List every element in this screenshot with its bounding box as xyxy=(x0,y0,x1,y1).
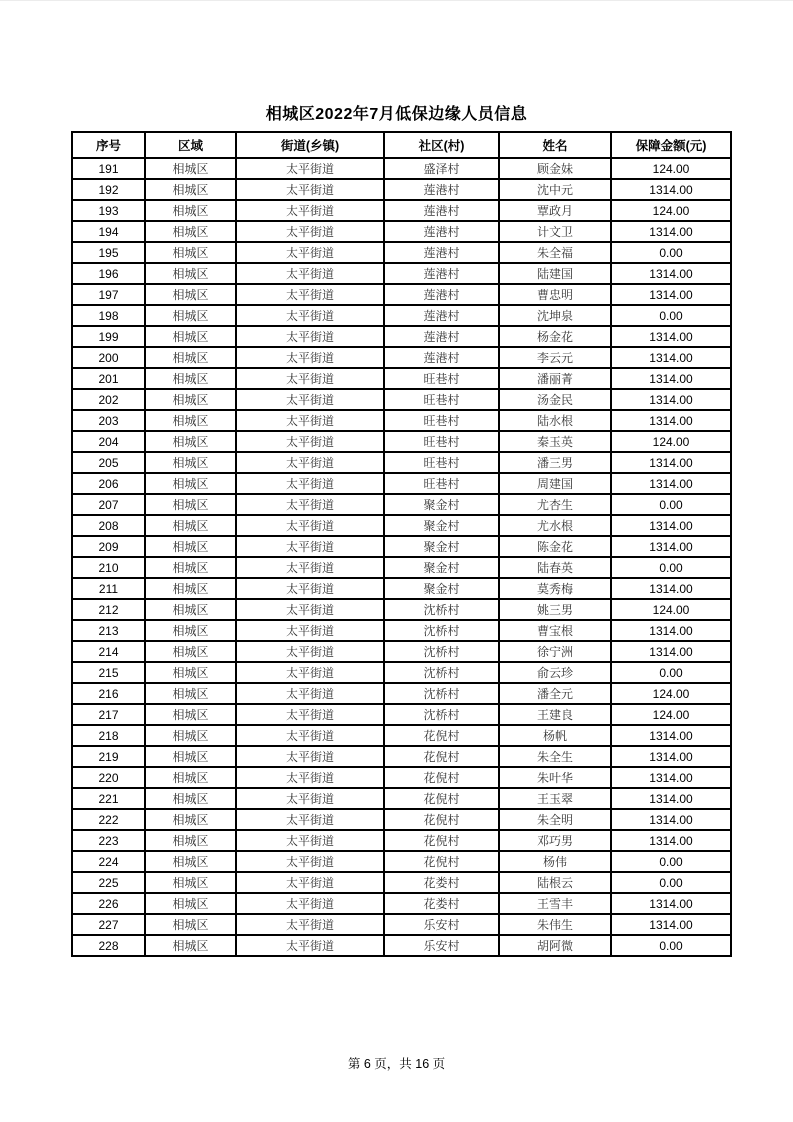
table-row xyxy=(72,683,731,704)
cell-name: 杨帆 xyxy=(499,725,611,746)
cell-name: 周建国 xyxy=(499,473,611,494)
cell-region: 相城区 xyxy=(145,872,236,893)
cell-region: 相城区 xyxy=(145,284,236,305)
table-row xyxy=(72,578,731,599)
cell-street: 太平街道 xyxy=(236,221,384,242)
cell-street: 太平街道 xyxy=(236,809,384,830)
cell-amount: 1314.00 xyxy=(611,767,731,788)
cell-amount: 1314.00 xyxy=(611,179,731,200)
cell-street: 太平街道 xyxy=(236,242,384,263)
cell-name: 覃政月 xyxy=(499,200,611,221)
cell-amount: 1314.00 xyxy=(611,326,731,347)
cell-amount: 1314.00 xyxy=(611,221,731,242)
cell-name: 王玉翠 xyxy=(499,788,611,809)
cell-name: 朱全生 xyxy=(499,746,611,767)
cell-street: 太平街道 xyxy=(236,494,384,515)
table-row xyxy=(72,263,731,284)
cell-name: 姚三男 xyxy=(499,599,611,620)
cell-street: 太平街道 xyxy=(236,473,384,494)
table-row xyxy=(72,914,731,935)
cell-street: 太平街道 xyxy=(236,410,384,431)
cell-amount: 1314.00 xyxy=(611,725,731,746)
cell-amount: 124.00 xyxy=(611,200,731,221)
cell-village: 花倪村 xyxy=(384,725,499,746)
cell-seq: 209 xyxy=(72,536,145,557)
cell-amount: 1314.00 xyxy=(611,830,731,851)
cell-amount: 0.00 xyxy=(611,242,731,263)
cell-amount: 0.00 xyxy=(611,662,731,683)
table-row xyxy=(72,431,731,452)
cell-name: 莫秀梅 xyxy=(499,578,611,599)
cell-name: 邓巧男 xyxy=(499,830,611,851)
cell-name: 俞云珍 xyxy=(499,662,611,683)
cell-region: 相城区 xyxy=(145,158,236,179)
cell-amount: 0.00 xyxy=(611,557,731,578)
cell-amount: 0.00 xyxy=(611,851,731,872)
cell-name: 王建良 xyxy=(499,704,611,725)
cell-seq: 207 xyxy=(72,494,145,515)
cell-region: 相城区 xyxy=(145,809,236,830)
cell-village: 聚金村 xyxy=(384,578,499,599)
cell-region: 相城区 xyxy=(145,431,236,452)
cell-seq: 224 xyxy=(72,851,145,872)
cell-region: 相城区 xyxy=(145,368,236,389)
cell-region: 相城区 xyxy=(145,578,236,599)
cell-village: 莲港村 xyxy=(384,179,499,200)
cell-region: 相城区 xyxy=(145,767,236,788)
cell-street: 太平街道 xyxy=(236,431,384,452)
cell-street: 太平街道 xyxy=(236,704,384,725)
table-row xyxy=(72,284,731,305)
cell-village: 花倪村 xyxy=(384,851,499,872)
cell-street: 太平街道 xyxy=(236,767,384,788)
cell-seq: 203 xyxy=(72,410,145,431)
cell-village: 沈桥村 xyxy=(384,704,499,725)
cell-village: 莲港村 xyxy=(384,263,499,284)
table-row xyxy=(72,662,731,683)
cell-region: 相城区 xyxy=(145,326,236,347)
cell-region: 相城区 xyxy=(145,200,236,221)
cell-street: 太平街道 xyxy=(236,725,384,746)
cell-seq: 228 xyxy=(72,935,145,956)
cell-name: 陆建国 xyxy=(499,263,611,284)
cell-seq: 204 xyxy=(72,431,145,452)
cell-village: 旺巷村 xyxy=(384,368,499,389)
cell-name: 杨伟 xyxy=(499,851,611,872)
cell-amount: 1314.00 xyxy=(611,368,731,389)
cell-seq: 221 xyxy=(72,788,145,809)
cell-region: 相城区 xyxy=(145,851,236,872)
cell-village: 花倪村 xyxy=(384,809,499,830)
cell-street: 太平街道 xyxy=(236,200,384,221)
cell-amount: 1314.00 xyxy=(611,788,731,809)
column-header-seq: 序号 xyxy=(72,132,145,158)
column-header-name: 姓名 xyxy=(499,132,611,158)
cell-name: 李云元 xyxy=(499,347,611,368)
cell-street: 太平街道 xyxy=(236,305,384,326)
cell-amount: 1314.00 xyxy=(611,620,731,641)
cell-street: 太平街道 xyxy=(236,389,384,410)
table-row xyxy=(72,788,731,809)
cell-seq: 225 xyxy=(72,872,145,893)
cell-region: 相城区 xyxy=(145,221,236,242)
table-row xyxy=(72,326,731,347)
table-row xyxy=(72,620,731,641)
cell-amount: 0.00 xyxy=(611,305,731,326)
cell-street: 太平街道 xyxy=(236,683,384,704)
cell-village: 花倪村 xyxy=(384,767,499,788)
cell-seq: 223 xyxy=(72,830,145,851)
cell-amount: 1314.00 xyxy=(611,809,731,830)
cell-seq: 218 xyxy=(72,725,145,746)
cell-name: 汤金民 xyxy=(499,389,611,410)
cell-region: 相城区 xyxy=(145,179,236,200)
cell-amount: 1314.00 xyxy=(611,284,731,305)
cell-name: 朱全明 xyxy=(499,809,611,830)
cell-street: 太平街道 xyxy=(236,263,384,284)
cell-village: 莲港村 xyxy=(384,305,499,326)
cell-name: 沈坤泉 xyxy=(499,305,611,326)
cell-street: 太平街道 xyxy=(236,662,384,683)
cell-name: 顾金妹 xyxy=(499,158,611,179)
cell-village: 沈桥村 xyxy=(384,620,499,641)
cell-name: 陆根云 xyxy=(499,872,611,893)
cell-street: 太平街道 xyxy=(236,326,384,347)
cell-village: 莲港村 xyxy=(384,242,499,263)
cell-village: 莲港村 xyxy=(384,284,499,305)
cell-name: 尤水根 xyxy=(499,515,611,536)
table-row xyxy=(72,809,731,830)
cell-village: 花倪村 xyxy=(384,788,499,809)
cell-name: 朱叶华 xyxy=(499,767,611,788)
cell-village: 莲港村 xyxy=(384,326,499,347)
cell-region: 相城区 xyxy=(145,914,236,935)
cell-seq: 196 xyxy=(72,263,145,284)
table-row xyxy=(72,599,731,620)
benefit-table xyxy=(71,131,732,957)
cell-street: 太平街道 xyxy=(236,893,384,914)
cell-village: 旺巷村 xyxy=(384,452,499,473)
cell-seq: 206 xyxy=(72,473,145,494)
table-row xyxy=(72,200,731,221)
cell-name: 胡阿微 xyxy=(499,935,611,956)
column-header-amount: 保障金额(元) xyxy=(611,132,731,158)
cell-village: 沈桥村 xyxy=(384,662,499,683)
cell-name: 曹宝根 xyxy=(499,620,611,641)
cell-seq: 215 xyxy=(72,662,145,683)
cell-village: 莲港村 xyxy=(384,347,499,368)
cell-amount: 1314.00 xyxy=(611,473,731,494)
cell-amount: 1314.00 xyxy=(611,452,731,473)
cell-seq: 220 xyxy=(72,767,145,788)
table-row xyxy=(72,704,731,725)
cell-street: 太平街道 xyxy=(236,872,384,893)
cell-seq: 217 xyxy=(72,704,145,725)
table-row xyxy=(72,410,731,431)
column-header-street: 街道(乡镇) xyxy=(236,132,384,158)
cell-amount: 1314.00 xyxy=(611,515,731,536)
cell-region: 相城区 xyxy=(145,452,236,473)
cell-seq: 202 xyxy=(72,389,145,410)
cell-street: 太平街道 xyxy=(236,536,384,557)
table-row xyxy=(72,347,731,368)
cell-street: 太平街道 xyxy=(236,452,384,473)
cell-name: 尤杏生 xyxy=(499,494,611,515)
cell-village: 沈桥村 xyxy=(384,683,499,704)
table-header xyxy=(72,132,731,158)
table-row xyxy=(72,179,731,200)
cell-amount: 1314.00 xyxy=(611,347,731,368)
table-row xyxy=(72,368,731,389)
cell-seq: 216 xyxy=(72,683,145,704)
cell-region: 相城区 xyxy=(145,242,236,263)
cell-seq: 208 xyxy=(72,515,145,536)
cell-seq: 193 xyxy=(72,200,145,221)
cell-seq: 195 xyxy=(72,242,145,263)
cell-seq: 197 xyxy=(72,284,145,305)
table-row xyxy=(72,872,731,893)
table-row xyxy=(72,473,731,494)
cell-street: 太平街道 xyxy=(236,620,384,641)
cell-region: 相城区 xyxy=(145,662,236,683)
cell-seq: 201 xyxy=(72,368,145,389)
cell-region: 相城区 xyxy=(145,263,236,284)
cell-region: 相城区 xyxy=(145,746,236,767)
header-row xyxy=(72,132,731,158)
cell-amount: 1314.00 xyxy=(611,578,731,599)
cell-region: 相城区 xyxy=(145,557,236,578)
cell-region: 相城区 xyxy=(145,893,236,914)
page-edge-line xyxy=(0,0,793,1)
cell-name: 杨金花 xyxy=(499,326,611,347)
cell-region: 相城区 xyxy=(145,725,236,746)
table-row xyxy=(72,389,731,410)
cell-amount: 1314.00 xyxy=(611,914,731,935)
cell-village: 聚金村 xyxy=(384,515,499,536)
cell-street: 太平街道 xyxy=(236,368,384,389)
cell-name: 陆水根 xyxy=(499,410,611,431)
cell-seq: 198 xyxy=(72,305,145,326)
table-row xyxy=(72,725,731,746)
cell-seq: 222 xyxy=(72,809,145,830)
cell-region: 相城区 xyxy=(145,389,236,410)
table-row xyxy=(72,851,731,872)
cell-seq: 219 xyxy=(72,746,145,767)
cell-village: 聚金村 xyxy=(384,536,499,557)
cell-street: 太平街道 xyxy=(236,578,384,599)
cell-region: 相城区 xyxy=(145,599,236,620)
table-body xyxy=(72,158,731,956)
cell-amount: 1314.00 xyxy=(611,410,731,431)
cell-seq: 200 xyxy=(72,347,145,368)
cell-region: 相城区 xyxy=(145,494,236,515)
cell-region: 相城区 xyxy=(145,410,236,431)
cell-name: 秦玉英 xyxy=(499,431,611,452)
table-row xyxy=(72,221,731,242)
table-row xyxy=(72,494,731,515)
cell-seq: 192 xyxy=(72,179,145,200)
cell-region: 相城区 xyxy=(145,683,236,704)
cell-name: 王雪丰 xyxy=(499,893,611,914)
table-row xyxy=(72,746,731,767)
cell-seq: 194 xyxy=(72,221,145,242)
cell-amount: 1314.00 xyxy=(611,389,731,410)
cell-village: 莲港村 xyxy=(384,221,499,242)
cell-street: 太平街道 xyxy=(236,515,384,536)
cell-region: 相城区 xyxy=(145,830,236,851)
cell-seq: 205 xyxy=(72,452,145,473)
page-title: 相城区2022年7月低保边缘人员信息 xyxy=(265,106,528,123)
table-row xyxy=(72,452,731,473)
cell-name: 曹忠明 xyxy=(499,284,611,305)
cell-name: 潘丽菁 xyxy=(499,368,611,389)
cell-amount: 124.00 xyxy=(611,683,731,704)
cell-amount: 0.00 xyxy=(611,935,731,956)
cell-name: 朱伟生 xyxy=(499,914,611,935)
table-row xyxy=(72,767,731,788)
cell-village: 花娄村 xyxy=(384,872,499,893)
table-row xyxy=(72,641,731,662)
cell-seq: 210 xyxy=(72,557,145,578)
cell-region: 相城区 xyxy=(145,536,236,557)
cell-name: 潘三男 xyxy=(499,452,611,473)
cell-amount: 124.00 xyxy=(611,704,731,725)
cell-name: 朱全福 xyxy=(499,242,611,263)
cell-village: 旺巷村 xyxy=(384,410,499,431)
cell-village: 花倪村 xyxy=(384,746,499,767)
cell-street: 太平街道 xyxy=(236,599,384,620)
cell-amount: 1314.00 xyxy=(611,746,731,767)
cell-village: 盛泽村 xyxy=(384,158,499,179)
table-row xyxy=(72,242,731,263)
cell-seq: 212 xyxy=(72,599,145,620)
cell-name: 计文卫 xyxy=(499,221,611,242)
table-row xyxy=(72,305,731,326)
cell-seq: 191 xyxy=(72,158,145,179)
cell-village: 沈桥村 xyxy=(384,641,499,662)
cell-street: 太平街道 xyxy=(236,284,384,305)
cell-street: 太平街道 xyxy=(236,557,384,578)
cell-region: 相城区 xyxy=(145,935,236,956)
cell-street: 太平街道 xyxy=(236,158,384,179)
page-number-footer: 第 6 页，共 16 页 xyxy=(347,1057,446,1071)
cell-seq: 227 xyxy=(72,914,145,935)
table-row xyxy=(72,515,731,536)
cell-amount: 124.00 xyxy=(611,431,731,452)
cell-seq: 199 xyxy=(72,326,145,347)
cell-region: 相城区 xyxy=(145,704,236,725)
cell-region: 相城区 xyxy=(145,515,236,536)
cell-street: 太平街道 xyxy=(236,641,384,662)
cell-seq: 226 xyxy=(72,893,145,914)
cell-village: 聚金村 xyxy=(384,557,499,578)
cell-village: 旺巷村 xyxy=(384,389,499,410)
cell-region: 相城区 xyxy=(145,473,236,494)
cell-name: 沈中元 xyxy=(499,179,611,200)
cell-amount: 1314.00 xyxy=(611,893,731,914)
table-row xyxy=(72,158,731,179)
cell-village: 花倪村 xyxy=(384,830,499,851)
cell-region: 相城区 xyxy=(145,347,236,368)
cell-seq: 211 xyxy=(72,578,145,599)
cell-amount: 0.00 xyxy=(611,494,731,515)
cell-amount: 1314.00 xyxy=(611,536,731,557)
cell-region: 相城区 xyxy=(145,641,236,662)
cell-street: 太平街道 xyxy=(236,347,384,368)
table-row xyxy=(72,830,731,851)
cell-amount: 1314.00 xyxy=(611,641,731,662)
table-row xyxy=(72,935,731,956)
cell-region: 相城区 xyxy=(145,305,236,326)
cell-village: 旺巷村 xyxy=(384,473,499,494)
cell-name: 陈金花 xyxy=(499,536,611,557)
cell-name: 徐宁洲 xyxy=(499,641,611,662)
cell-village: 聚金村 xyxy=(384,494,499,515)
column-header-region: 区域 xyxy=(145,132,236,158)
cell-amount: 0.00 xyxy=(611,872,731,893)
cell-village: 旺巷村 xyxy=(384,431,499,452)
cell-village: 莲港村 xyxy=(384,200,499,221)
cell-street: 太平街道 xyxy=(236,746,384,767)
cell-street: 太平街道 xyxy=(236,179,384,200)
cell-street: 太平街道 xyxy=(236,935,384,956)
cell-region: 相城区 xyxy=(145,620,236,641)
column-header-village: 社区(村) xyxy=(384,132,499,158)
cell-region: 相城区 xyxy=(145,788,236,809)
cell-name: 陆春英 xyxy=(499,557,611,578)
cell-seq: 214 xyxy=(72,641,145,662)
cell-village: 沈桥村 xyxy=(384,599,499,620)
cell-name: 潘全元 xyxy=(499,683,611,704)
cell-amount: 124.00 xyxy=(611,158,731,179)
cell-village: 乐安村 xyxy=(384,914,499,935)
cell-amount: 124.00 xyxy=(611,599,731,620)
cell-street: 太平街道 xyxy=(236,851,384,872)
cell-street: 太平街道 xyxy=(236,788,384,809)
table-row xyxy=(72,557,731,578)
cell-village: 乐安村 xyxy=(384,935,499,956)
cell-street: 太平街道 xyxy=(236,914,384,935)
table-row xyxy=(72,536,731,557)
cell-village: 花娄村 xyxy=(384,893,499,914)
cell-seq: 213 xyxy=(72,620,145,641)
cell-amount: 1314.00 xyxy=(611,263,731,284)
cell-street: 太平街道 xyxy=(236,830,384,851)
table-row xyxy=(72,893,731,914)
